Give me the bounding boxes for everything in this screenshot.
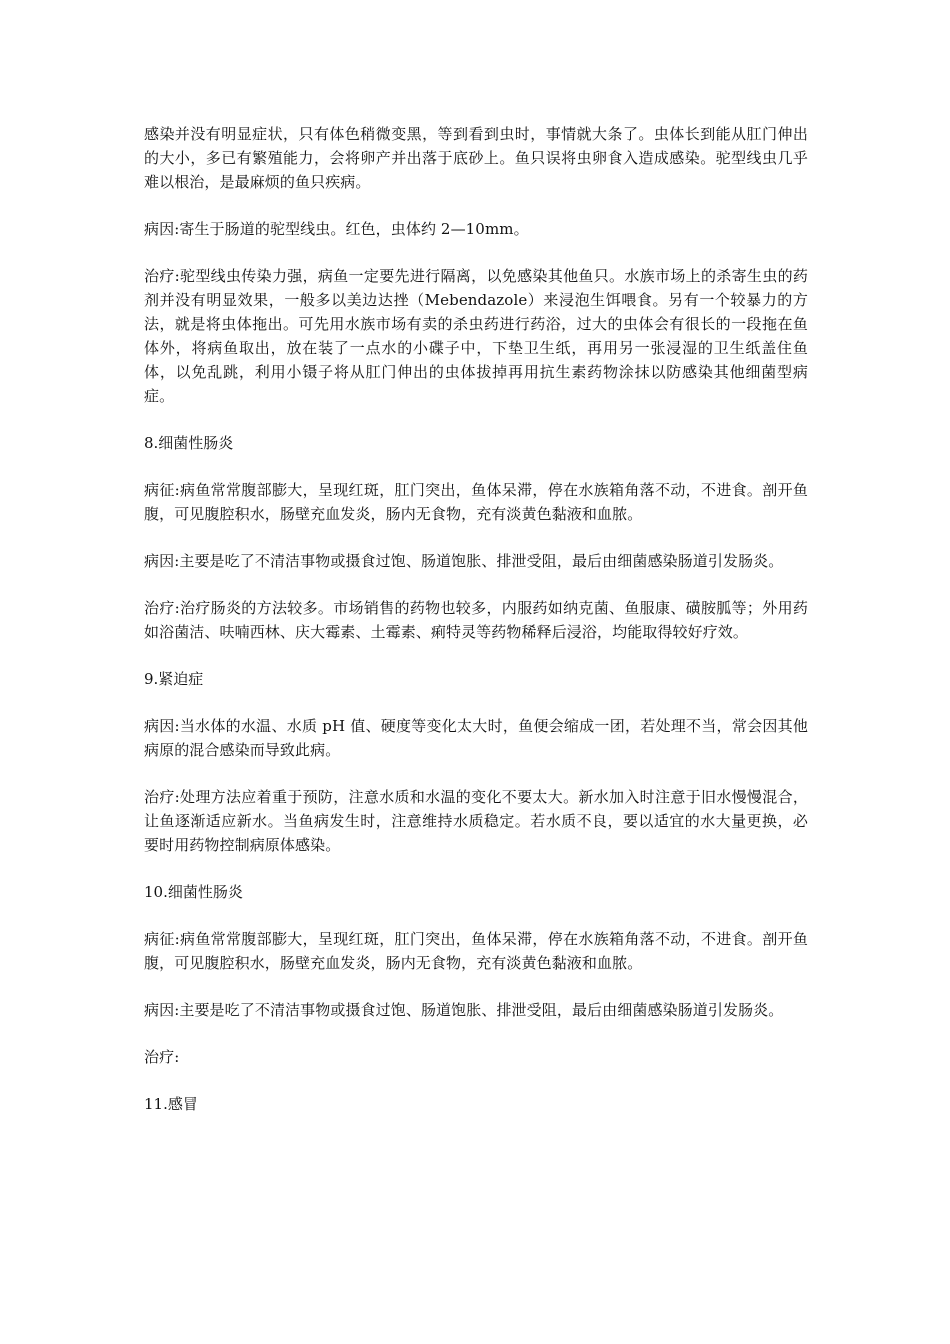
paragraph-stress-treatment: 治疗:处理方法应着重于预防，注意水质和水温的变化不要太大。新水加入时注意于旧水慢慢混合，让鱼逐渐适应新水。当鱼病发生时，注意维持水质稳定。若水质不良，要以适宜的水大量更换，必要时用药物控制病原体感染。: [144, 788, 808, 854]
section-heading-8: 8.细菌性肠炎: [144, 434, 234, 452]
paragraph-enteritis-cause: 病因:主要是吃了不清洁事物或摄食过饱、肠道饱胀、排泄受阻，最后由细菌感染肠道引发肠炎。: [144, 552, 784, 570]
paragraph-enteritis-treatment: 治疗:治疗肠炎的方法较多。市场销售的药物也较多，内服药如纳克菌、鱼服康、磺胺胍等；外用药如浴菌洁、呋喃西林、庆大霉素、土霉素、痢特灵等药物稀释后浸浴，均能取得较好疗效。: [144, 599, 808, 641]
section-heading-9: 9.紧迫症: [144, 670, 204, 688]
paragraph-enteritis2-cause: 病因:主要是吃了不清洁事物或摄食过饱、肠道饱胀、排泄受阻，最后由细菌感染肠道引发肠炎。: [144, 1001, 784, 1019]
section-heading-10: 10.细菌性肠炎: [144, 883, 243, 901]
paragraph-nematode-cause: 病因:寄生于肠道的驼型线虫。红色，虫体约 2—10mm。: [144, 220, 529, 238]
paragraph-nematode-intro: 感染并没有明显症状，只有体色稍微变黑，等到看到虫时，事情就大条了。虫体长到能从肛门伸出的大小，多已有繁殖能力，会将卵产并出落于底砂上。鱼只误将虫卵食入造成感染。驼型线虫几乎难以根治，是最麻烦的鱼只疾病。: [144, 125, 808, 191]
paragraph-enteritis2-symptoms: 病征:病鱼常常腹部膨大，呈现红斑，肛门突出，鱼体呆滞，停在水族箱角落不动，不进食。剖开鱼腹，可见腹腔积水，肠壁充血发炎，肠内无食物，充有淡黄色黏液和血脓。: [144, 930, 808, 972]
document-page: [144, 122, 808, 1139]
paragraph-enteritis-symptoms: 病征:病鱼常常腹部膨大，呈现红斑，肛门突出，鱼体呆滞，停在水族箱角落不动，不进食。剖开鱼腹，可见腹腔积水，肠壁充血发炎，肠内无食物，充有淡黄色黏液和血脓。: [144, 481, 808, 523]
section-heading-11: 11.感冒: [144, 1095, 198, 1113]
paragraph-nematode-treatment: 治疗:驼型线虫传染力强，病鱼一定要先进行隔离，以免感染其他鱼只。水族市场上的杀寄生虫的药剂并没有明显效果，一般多以美边达挫（Mebendazole）来浸泡生饵喂食。另有一个较暴力的方法，就是将虫体拖出。可先用水族市场有卖的杀虫药进行药浴，过大的虫体会有很长的一段拖在鱼体外，将病鱼取出，放在装了一点水的小碟子中，下垫卫生纸，再用另一张浸湿的卫生纸盖住鱼体，以免乱跳，利用小镊子将从肛门伸出的虫体拔掉再用抗生素药物涂抹以防感染其他细菌型病症。: [144, 267, 808, 405]
paragraph-enteritis2-treatment: 治疗:: [144, 1048, 180, 1066]
paragraph-stress-cause: 病因:当水体的水温、水质 pH 值、硬度等变化太大时，鱼便会缩成一团，若处理不当，常会因其他病原的混合感染而导致此病。: [144, 717, 808, 759]
